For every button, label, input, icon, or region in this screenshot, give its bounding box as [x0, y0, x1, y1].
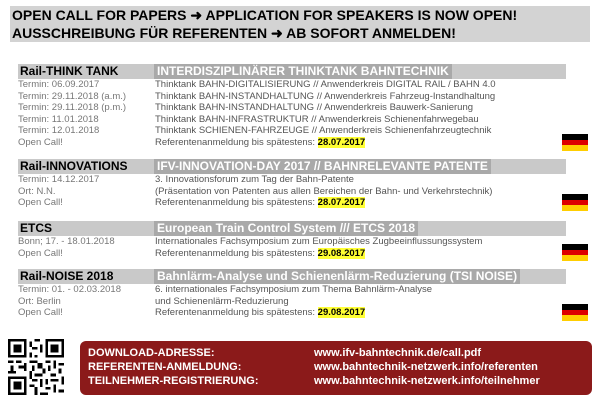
event-description: 3. Innovationsforum zum Tag der Bahn-Patente	[155, 174, 354, 185]
event-date: Termin: 14.12.2017	[18, 174, 100, 185]
qr-code-icon[interactable]	[8, 339, 64, 395]
header-banner	[10, 6, 590, 42]
section-label: Rail-NOISE 2018	[20, 269, 114, 283]
event-description: 6. internationales Fachsymposium zum Thema Bahnlärm-Analyse	[155, 284, 433, 295]
deadline-date: 29.08.2017	[317, 307, 366, 318]
deadline-date: 28.07.2017	[317, 197, 366, 208]
event-description: Thinktank BAHN-DIGITALISIERUNG // Anwenderkreis DIGITAL RAIL / BAHN 4.0	[155, 79, 496, 90]
event-description: Thinktank SCHIENEN-FAHRZEUGE // Anwenderkreis Schienenfahrzeugtechnik	[155, 125, 492, 136]
open-call-label: Open Call!	[18, 247, 63, 259]
event-date: Termin: 01. - 02.03.2018	[18, 284, 121, 295]
section-label: ETCS	[20, 221, 53, 235]
header-title-de: AUSSCHREIBUNG FÜR REFERENTEN ➜ AB SOFORT ANMELDEN!	[12, 25, 456, 41]
list-item	[18, 296, 566, 308]
open-call-label: Open Call!	[18, 307, 63, 318]
deadline-row	[18, 197, 566, 209]
deadline-date: 28.07.2017	[317, 136, 366, 148]
section-header	[18, 159, 566, 174]
footer-links-panel	[80, 341, 592, 395]
deadline-text: Referentenanmeldung bis spätestens:	[155, 247, 316, 259]
list-item	[18, 114, 566, 126]
deadline-text: Referentenanmeldung bis spätestens:	[155, 136, 316, 148]
section-label: Rail-INNOVATIONS	[20, 159, 128, 173]
list-item	[18, 102, 566, 114]
event-description: Thinktank BAHN-INSTANDHALTUNG // Anwenderkreis Bauwerk-Sanierung	[155, 102, 474, 113]
speaker-registration-label: REFERENTEN-ANMELDUNG:	[88, 361, 242, 373]
germany-flag-icon	[562, 304, 588, 321]
section-etcs	[18, 221, 566, 259]
speaker-registration-link[interactable]: www.bahntechnik-netzwerk.info/referenten	[314, 361, 538, 373]
event-description: Thinktank BAHN-INFRASTRUKTUR // Anwenderkreis Schienenfahrwegebau	[155, 113, 479, 125]
germany-flag-icon	[562, 194, 588, 211]
deadline-row	[18, 248, 566, 260]
section-label: Rail-THINK TANK	[20, 64, 119, 78]
open-call-label: Open Call!	[18, 136, 63, 148]
event-description: (Präsentation von Patenten aus allen Bereichen der Bahn- und Verkehrstechnik)	[155, 185, 493, 197]
list-item	[18, 91, 566, 103]
section-think-tank	[18, 64, 566, 148]
deadline-row	[18, 307, 566, 319]
list-item	[18, 174, 566, 186]
list-item	[18, 125, 566, 137]
event-date: Termin: 11.01.2018	[18, 113, 99, 125]
section-title: INTERDISZIPLINÄRER THINKTANK BAHNTECHNIK	[154, 64, 452, 79]
deadline-text: Referentenanmeldung bis spätestens:	[155, 307, 316, 318]
section-title: IFV-INNOVATION-DAY 2017 // BAHNRELEVANTE PATENTE	[154, 159, 491, 174]
section-noise	[18, 269, 566, 319]
event-location: Ort: N.N.	[18, 185, 56, 197]
section-header	[18, 64, 566, 79]
section-title: Bahnlärm-Analyse und Schienenlärm-Reduzierung (TSI NOISE)	[154, 269, 520, 284]
event-location: Ort: Berlin	[18, 295, 61, 307]
deadline-text: Referentenanmeldung bis spätestens:	[155, 197, 316, 208]
open-call-label: Open Call!	[18, 197, 63, 208]
germany-flag-icon	[562, 244, 588, 261]
participant-registration-label: TEILNEHMER-REGISTRIERUNG:	[88, 375, 259, 387]
header-title-en: OPEN CALL FOR PAPERS ➜ APPLICATION FOR SPEAKERS IS NOW OPEN!	[12, 7, 518, 23]
download-link[interactable]: www.ifv-bahntechnik.de/call.pdf	[314, 347, 482, 359]
event-description: Thinktank BAHN-INSTANDHALTUNG // Anwenderkreis Fahrzeug-Instandhaltung	[155, 90, 496, 102]
section-header	[18, 221, 566, 236]
participant-registration-link[interactable]: www.bahntechnik-netzwerk.info/teilnehmer	[314, 375, 540, 387]
list-item	[18, 186, 566, 198]
list-item	[18, 284, 566, 296]
event-date: Termin: 29.11.2018 (p.m.)	[18, 102, 127, 113]
event-date: Termin: 29.11.2018 (a.m.)	[18, 90, 127, 102]
section-header	[18, 269, 566, 284]
download-label: DOWNLOAD-ADRESSE:	[88, 347, 215, 359]
event-description: Internationales Fachsymposium zum Europäisches Zugbeeinflussungssystem	[155, 236, 483, 247]
list-item	[18, 79, 566, 91]
section-title: European Train Control System /// ETCS 2018	[154, 221, 418, 236]
event-date: Bonn; 17. - 18.01.2018	[18, 236, 115, 247]
section-innovations	[18, 159, 566, 209]
deadline-row	[18, 137, 566, 149]
event-description: und Schienenlärm-Reduzierung	[155, 295, 289, 307]
deadline-date: 29.08.2017	[317, 247, 366, 259]
event-date: Termin: 06.09.2017	[18, 79, 100, 90]
event-date: Termin: 12.01.2018	[18, 125, 100, 136]
list-item	[18, 236, 566, 248]
germany-flag-icon	[562, 134, 588, 151]
